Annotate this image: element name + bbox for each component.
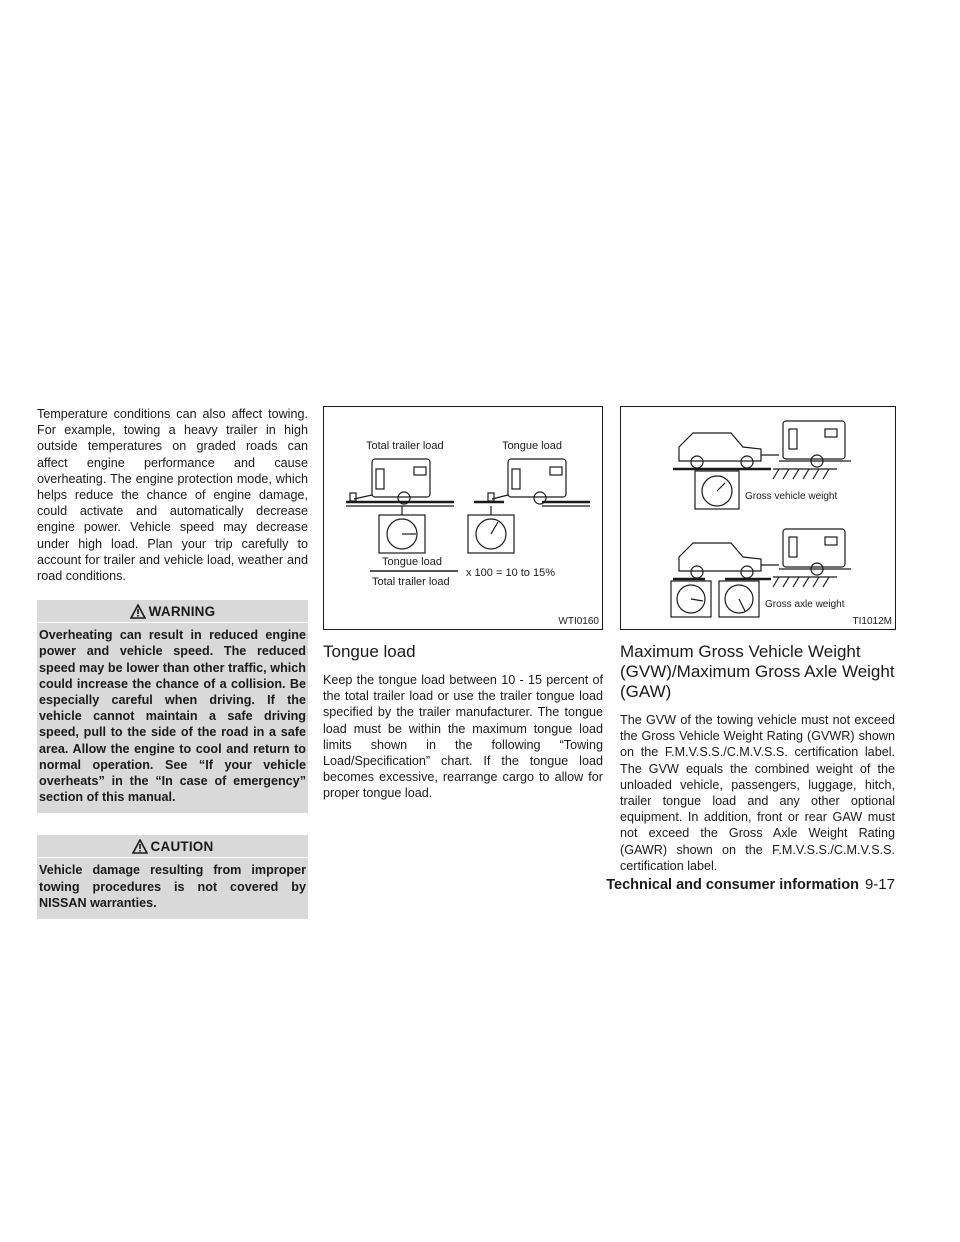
caution-header <box>37 835 308 857</box>
gvw-gaw-paragraph: The GVW of the towing vehicle must not exceed the Gross Vehicle Weight Rating (GVWR) shown on the F.M.V.S.S./C.M.V.S.S. certification label. The GVW equals the combined weight of the unloaded vehicle, passengers, luggage, hitch, trailer tongue load and any other optional equipment. In addition, front or rear GAW must not exceed the Gross Axle Weight Rating (GAWR) shown on the F.M.V.S.S./C.M.V.S.S. certification label. <box>620 713 895 873</box>
figure-id: WTI0160 <box>558 616 599 627</box>
middle-column <box>323 406 603 802</box>
intro-paragraph: Temperature conditions can also affect towing. For example, towing a heavy trailer in high outside temperatures on graded roads can affect engine performance and cause overheating. The engine protection mode, which helps reduce the chance of engine damage, could activate and automatically decrease engine power. Vehicle speed may decrease under high load. Plan your trip carefully to account for trailer and vehicle load, weather and road conditions. <box>37 407 308 584</box>
gvw-gaw-heading: Maximum Gross Vehicle Weight (GVW)/Maximum Gross Axle Weight (GAW) <box>620 642 895 701</box>
warning-text: Overheating can result in reduced engine power and vehicle speed. The reduced speed may be lower than other traffic, which could increase the chance of a collision. Be especially careful when driving. If the vehicle cannot maintain a safe driving speed, pull to the side of the road in a safe area. Allow the engine to cool and return to normal operation. See “If your vehicle overheats” in the “In case of emergency” section of this manual. <box>37 622 308 813</box>
formula-text: x 100 = 10 to 15% <box>466 567 555 579</box>
fraction-denominator: Total trailer load <box>372 576 450 588</box>
caution-text: Vehicle damage resulting from improper towing procedures is not covered by NISSAN warranties. <box>37 857 308 919</box>
page-footer <box>600 876 895 893</box>
gross-weight-figure <box>620 406 896 630</box>
tongue-load-label: Tongue load <box>502 440 562 452</box>
left-column <box>37 406 308 919</box>
gross-weight-illustration <box>621 407 895 629</box>
tongue-load-heading: Tongue load <box>323 642 416 661</box>
caution-title: CAUTION <box>150 838 214 854</box>
right-column <box>620 406 895 874</box>
tongue-load-illustration <box>324 407 602 629</box>
tongue-load-figure <box>323 406 603 630</box>
footer-section-title: Technical and consumer information <box>606 877 859 893</box>
warning-box <box>37 600 308 813</box>
warning-header <box>37 600 308 622</box>
gross-axle-weight-label: Gross axle weight <box>765 599 845 610</box>
fraction-numerator: Tongue load <box>382 556 442 568</box>
gross-vehicle-weight-label: Gross vehicle weight <box>745 491 838 502</box>
page-number: 9-17 <box>864 876 895 893</box>
warning-triangle-icon <box>130 604 146 619</box>
total-trailer-load-label: Total trailer load <box>366 440 444 452</box>
figure-id: TI1012M <box>852 616 892 627</box>
warning-title: WARNING <box>148 603 216 619</box>
tongue-load-paragraph: Keep the tongue load between 10 - 15 percent of the total trailer load or use the trailer tongue load specified by the trailer manufacturer. The tongue load must be within the maximum tongue load limits shown in the following “Towing Load/Specification” chart. If the tongue load becomes excessive, rearrange cargo to allow for proper tongue load. <box>323 673 603 801</box>
warning-triangle-icon <box>132 839 148 854</box>
caution-box <box>37 835 308 919</box>
